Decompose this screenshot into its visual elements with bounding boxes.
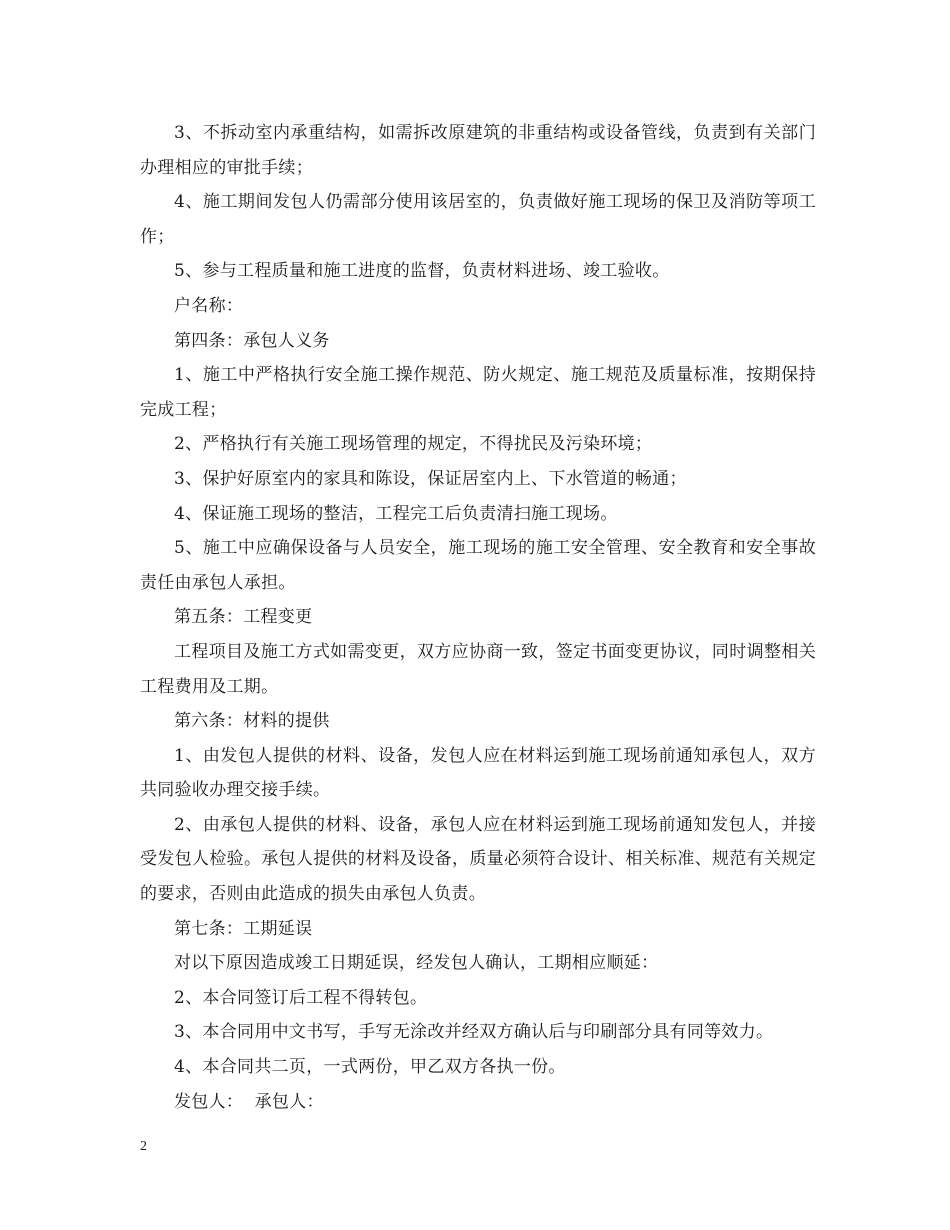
paragraph: 2、由承包人提供的材料、设备，承包人应在材料运到施工现场前通知发包人，并接受发包人检验。承包人提供的材料及设备，质量必须符合设计、相关标准、规范有关规定的要求，否则由此造成的损失由承包人负责。 xyxy=(140,814,816,905)
section-heading: 第四条：承包人义务 xyxy=(174,330,330,351)
paragraph: 4、本合同共二页，一式两份，甲乙双方各执一份。 xyxy=(174,1057,566,1078)
paragraph: 2、本合同签订后工程不得转包。 xyxy=(174,987,428,1008)
document-body xyxy=(140,116,816,1119)
paragraph: 3、不拆动室内承重结构，如需拆改原建筑的非重结构或设备管线，负责到有关部门办理相应的审批手续； xyxy=(140,123,816,178)
paragraph: 2、严格执行有关施工现场管理的规定，不得扰民及污染环境； xyxy=(174,434,653,455)
paragraph: 1、由发包人提供的材料、设备，发包人应在材料运到施工现场前通知承包人，双方共同验收办理交接手续。 xyxy=(140,745,816,801)
section-heading: 第七条：工期延误 xyxy=(174,918,313,939)
paragraph: 5、参与工程质量和施工进度的监督，负责材料进场、竣工验收。 xyxy=(174,261,670,282)
paragraph: 4、施工期间发包人仍需部分使用该居室的，负责做好施工现场的保卫及消防等项工作； xyxy=(140,192,816,247)
paragraph: 户名称： xyxy=(174,295,244,316)
paragraph: 工程项目及施工方式如需变更，双方应协商一致，签定书面变更协议，同时调整相关工程费用及工期。 xyxy=(140,641,816,697)
paragraph: 对以下原因造成竣工日期延误，经发包人确认，工期相应顺延： xyxy=(174,953,659,974)
signature-line: 发包人： 承包人： xyxy=(174,1091,324,1112)
section-heading: 第五条：工程变更 xyxy=(174,607,313,628)
paragraph: 4、保证施工现场的整洁，工程完工后负责清扫施工现场。 xyxy=(174,503,618,524)
section-heading: 第六条：材料的提供 xyxy=(174,711,330,732)
page-number: 2 xyxy=(140,1139,147,1154)
paragraph: 3、本合同用中文书写，手写无涂改并经双方确认后与印刷部分具有同等效力。 xyxy=(174,1022,774,1043)
paragraph: 3、保护好原室内的家具和陈设，保证居室内上、下水管道的畅通； xyxy=(174,468,687,489)
paragraph: 1、施工中严格执行安全施工操作规范、防火规定、施工规范及质量标准，按期保持完成工程； xyxy=(140,365,816,420)
paragraph: 5、施工中应确保设备与人员安全，施工现场的施工安全管理、安全教育和安全事故责任由承包人承担。 xyxy=(140,538,816,593)
